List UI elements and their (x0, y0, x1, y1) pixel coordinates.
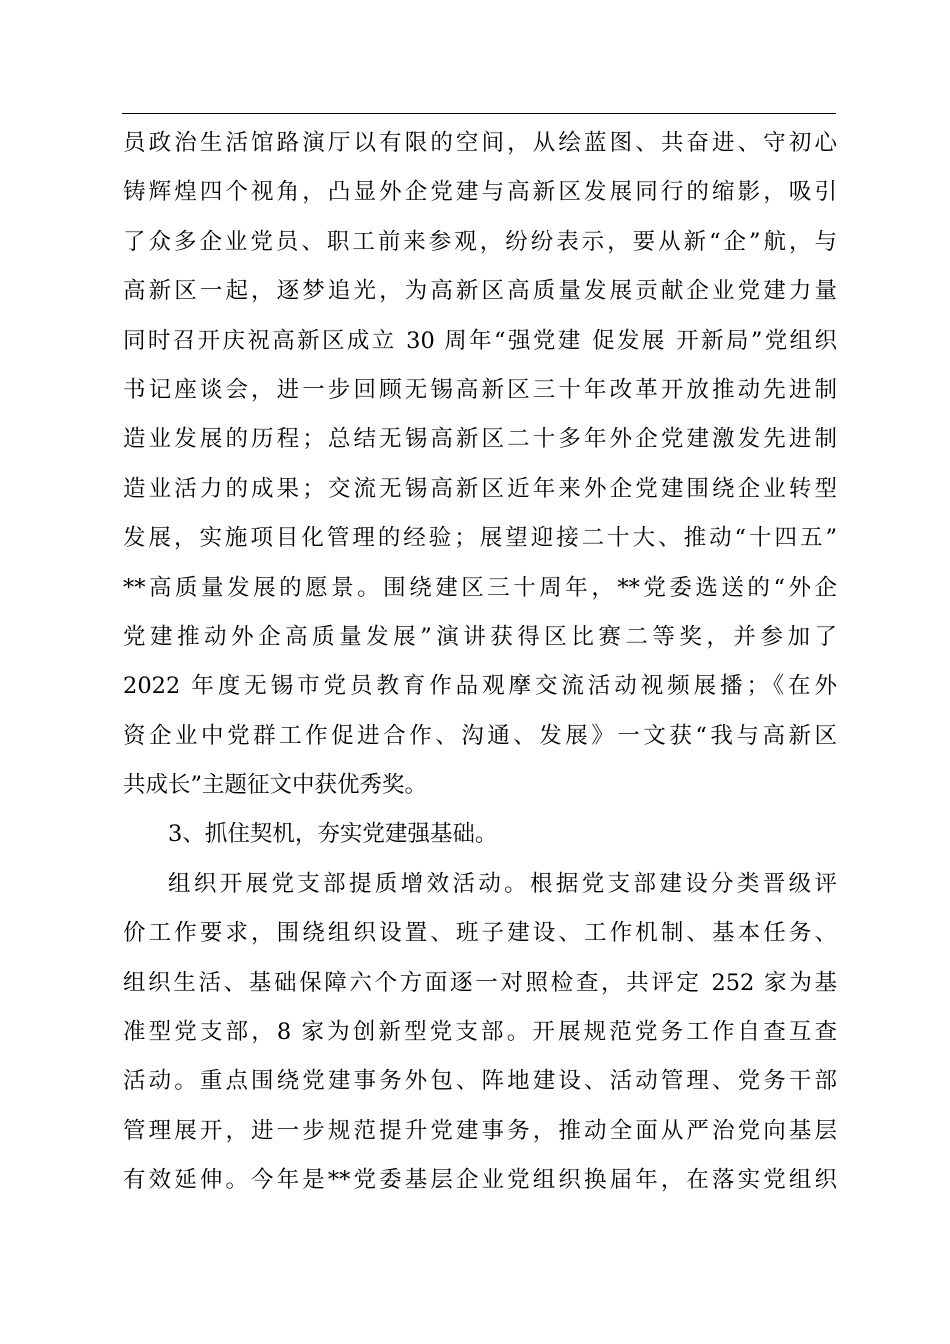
text-line: 了众多企业党员、职工前来参观，纷纷表示，要从新“企”航，与 (123, 228, 837, 255)
text-line: **高质量发展的愿景。围绕建区三十周年，**党委选送的“外企 (123, 574, 837, 601)
text-line: 管理展开，进一步规范提升党建事务，推动全面从严治党向基层 (123, 1117, 837, 1144)
text-line: 价工作要求，围绕组织设置、班子建设、工作机制、基本任务、 (123, 920, 837, 947)
text-line: 造业活力的成果；交流无锡高新区近年来外企党建围绕企业转型 (123, 475, 837, 502)
text-line: 铸辉煌四个视角，凸显外企党建与高新区发展同行的缩影，吸引 (123, 179, 837, 206)
text-line: 准型党支部，8 家为创新型党支部。开展规范党务工作自查互查 (123, 1019, 837, 1046)
text-line: 组织开展党支部提质增效活动。根据党支部建设分类晋级评 (168, 870, 837, 897)
text-line: 造业发展的历程；总结无锡高新区二十多年外企党建激发先进制 (123, 426, 837, 453)
text-line: 组织生活、基础保障六个方面逐一对照检查，共评定 252 家为基 (123, 969, 837, 996)
text-line: 书记座谈会，进一步回顾无锡高新区三十年改革开放推动先进制 (123, 376, 837, 403)
text-line: 党建推动外企高质量发展”演讲获得区比赛二等奖，并参加了 (123, 623, 837, 650)
text-line: 同时召开庆祝高新区成立 30 周年“强党建 促发展 开新局”党组织 (123, 327, 837, 354)
text-line: 发展，实施项目化管理的经验；展望迎接二十大、推动“十四五” (123, 525, 837, 552)
header-rule (122, 113, 836, 114)
text-line: 活动。重点围绕党建事务外包、阵地建设、活动管理、党务干部 (123, 1068, 837, 1095)
section-heading: 3、抓住契机，夯实党建强基础。 (168, 821, 498, 848)
text-line: 共成长”主题征文中获优秀奖。 (123, 772, 428, 799)
text-line: 员政治生活馆路演厅以有限的空间，从绘蓝图、共奋进、守初心 (123, 130, 837, 156)
text-line: 有效延伸。今年是**党委基层企业党组织换届年，在落实党组织 (123, 1167, 837, 1194)
text-line: 2022 年度无锡市党员教育作品观摩交流活动视频展播；《在外 (123, 673, 837, 700)
text-line: 高新区一起，逐梦追光，为高新区高质量发展贡献企业党建力量 (123, 278, 837, 305)
text-line: 资企业中党群工作促进合作、沟通、发展》一文获“我与高新区 (123, 722, 837, 749)
body-text (123, 119, 837, 1206)
